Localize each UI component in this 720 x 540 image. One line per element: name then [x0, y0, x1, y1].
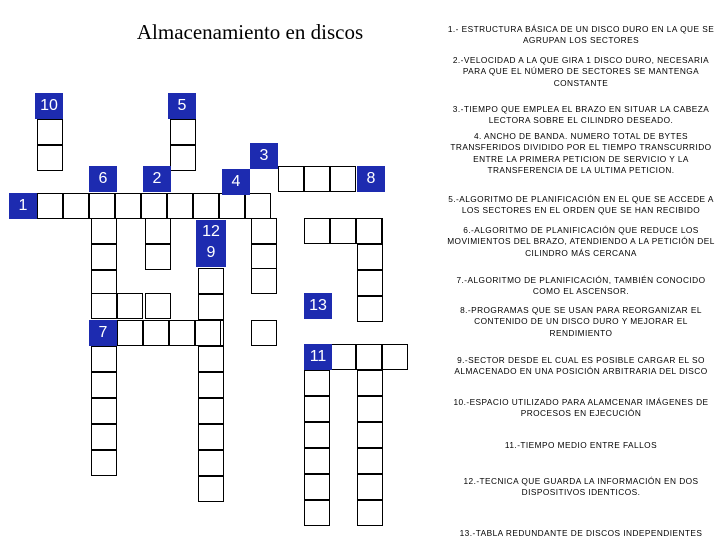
clue-5: 5.-ALGORITMO DE PLANIFICACIÓN EN EL QUE SE ACCEDE A LOS SECTORES EN EL ORDEN QUE SE HAN RECIBIDO — [448, 194, 714, 216]
clue-number-box: 10 — [35, 93, 63, 119]
crossword-cell[interactable] — [219, 193, 245, 219]
clue-2: 2.-VELOCIDAD A LA QUE GIRA 1 DISCO DURO, NECESARIA PARA QUE EL NÚMERO DE SECTORES SE MANTENGA CONSTANTE — [452, 55, 710, 88]
crossword-cell[interactable] — [198, 268, 224, 294]
crossword-cell[interactable] — [356, 218, 382, 244]
crossword-cell[interactable] — [89, 193, 115, 219]
crossword-cell[interactable] — [198, 424, 224, 450]
crossword-cell[interactable] — [304, 218, 330, 244]
clue-number-box: 6 — [89, 166, 117, 192]
crossword-cell[interactable] — [143, 320, 169, 346]
clue-number-box: 12 9 — [196, 220, 226, 267]
crossword-cell[interactable] — [357, 500, 383, 526]
crossword-cell[interactable] — [251, 320, 277, 346]
crossword-cell[interactable] — [91, 346, 117, 372]
crossword-cell[interactable] — [91, 450, 117, 476]
crossword-cell[interactable] — [357, 296, 383, 322]
crossword-cell[interactable] — [198, 346, 224, 372]
crossword-cell[interactable] — [193, 193, 219, 219]
crossword-cell[interactable] — [357, 448, 383, 474]
crossword-cell[interactable] — [37, 119, 63, 145]
crossword-cell[interactable] — [357, 474, 383, 500]
crossword-cell[interactable] — [357, 244, 383, 270]
crossword-cell[interactable] — [304, 370, 330, 396]
crossword-cell[interactable] — [117, 293, 143, 319]
crossword-cell[interactable] — [278, 166, 304, 192]
crossword-cell[interactable] — [330, 218, 356, 244]
clue-number-box: 3 — [250, 143, 278, 169]
crossword-cell[interactable] — [37, 145, 63, 171]
clue-10: 10.-ESPACIO UTILIZADO PARA ALAMCENAR IMÁGENES DE PROCESOS EN EJECUCIÓN — [453, 397, 709, 419]
crossword-cell[interactable] — [357, 396, 383, 422]
crossword-cell[interactable] — [304, 448, 330, 474]
crossword-cell[interactable] — [198, 398, 224, 424]
crossword-cell[interactable] — [170, 145, 196, 171]
page-title: Almacenamiento en discos — [136, 20, 364, 44]
crossword-cell[interactable] — [330, 166, 356, 192]
crossword-cell[interactable] — [91, 372, 117, 398]
crossword-cell[interactable] — [63, 193, 89, 219]
crossword-cell[interactable] — [169, 320, 195, 346]
crossword-cell[interactable] — [198, 450, 224, 476]
clue-number-box: 11 — [304, 344, 332, 370]
crossword-cell[interactable] — [304, 422, 330, 448]
clue-9: 9.-SECTOR DESDE EL CUAL ES POSIBLE CARGAR EL SO ALMACENADO EN UNA POSICIÓN ARBITRARIA DEL DISCO — [454, 355, 708, 377]
clue-1: 1.- ESTRUCTURA BÁSICA DE UN DISCO DURO EN LA QUE SE AGRUPAN LOS SECTORES — [447, 24, 715, 46]
crossword-cell[interactable] — [145, 293, 171, 319]
crossword-cell[interactable] — [304, 474, 330, 500]
crossword-cell[interactable] — [357, 270, 383, 296]
crossword-cell[interactable] — [330, 344, 356, 370]
crossword-cell[interactable] — [170, 119, 196, 145]
crossword-cell[interactable] — [356, 344, 382, 370]
clue-4: 4. ANCHO DE BANDA. NUMERO TOTAL DE BYTES TRANSFERIDOS DIVIDIDO POR EL TIEMPO TRANSCURRIDO ENTRE LA PRIMERA PETICION DE SERVICIO Y LA TRANSFERENCIA DE LA ULTIMA PETICION. — [450, 131, 712, 176]
crossword-cell[interactable] — [37, 193, 63, 219]
clue-3: 3.-TIEMPO QUE EMPLEA EL BRAZO EN SITUAR LA CABEZA LECTORA SOBRE EL CILINDRO DESEADO. — [452, 104, 710, 126]
clue-number-box: 13 — [304, 293, 332, 319]
crossword-cell[interactable] — [304, 396, 330, 422]
crossword-cell[interactable] — [198, 294, 224, 320]
crossword-cell[interactable] — [304, 500, 330, 526]
crossword-cell[interactable] — [251, 268, 277, 294]
clue-number-box: 4 — [222, 169, 250, 195]
crossword-cell[interactable] — [357, 422, 383, 448]
clue-12: 12.-TECNICA QUE GUARDA LA INFORMACIÓN EN DOS DISPOSITIVOS IDENTICOS. — [463, 476, 699, 498]
crossword-cell[interactable] — [91, 398, 117, 424]
crossword-cell[interactable] — [251, 218, 277, 244]
clue-13: 13.-TABLA REDUNDANTE DE DISCOS INDEPENDIENTES — [459, 528, 703, 538]
crossword-cell[interactable] — [382, 344, 408, 370]
crossword-cell[interactable] — [91, 218, 117, 244]
crossword-cell[interactable] — [357, 370, 383, 396]
clue-number-box: 2 — [143, 166, 171, 192]
clue-number-box: 8 — [357, 166, 385, 192]
crossword-cell[interactable] — [145, 244, 171, 270]
crossword-cell[interactable] — [167, 193, 193, 219]
crossword-cell[interactable] — [198, 476, 224, 502]
crossword-cell[interactable] — [195, 320, 221, 346]
clue-number-box: 7 — [89, 320, 117, 346]
crossword-cell[interactable] — [198, 372, 224, 398]
clue-11: 11.-TIEMPO MEDIO ENTRE FALLOS — [504, 440, 658, 450]
crossword-cell[interactable] — [91, 293, 117, 319]
crossword-cell[interactable] — [91, 244, 117, 270]
crossword-cell[interactable] — [245, 193, 271, 219]
crossword-cell[interactable] — [251, 244, 277, 270]
crossword-cell[interactable] — [115, 193, 141, 219]
crossword-cell[interactable] — [304, 166, 330, 192]
clue-8: 8.-PROGRAMAS QUE SE USAN PARA REORGANIZAR EL CONTENIDO DE UN DISCO DURO Y MEJORAR EL RENDIMIENTO — [460, 305, 702, 338]
crossword-cell[interactable] — [117, 320, 143, 346]
clue-number-box: 1 — [9, 193, 37, 219]
clue-6: 6.-ALGORITMO DE PLANIFICACIÓN QUE REDUCE LOS MOVIMIENTOS DEL BRAZO, ATENDIENDO A LA PETICIÓN DEL CILINDRO MÁS CERCANA — [447, 225, 715, 258]
crossword-cell[interactable] — [141, 193, 167, 219]
crossword-cell[interactable] — [91, 424, 117, 450]
clue-number-box: 5 — [168, 93, 196, 119]
crossword-cell[interactable] — [145, 218, 171, 244]
clue-7: 7.-ALGORITMO DE PLANIFICACIÓN, TAMBIÉN CONOCIDO COMO EL ASCENSOR. — [456, 275, 706, 297]
